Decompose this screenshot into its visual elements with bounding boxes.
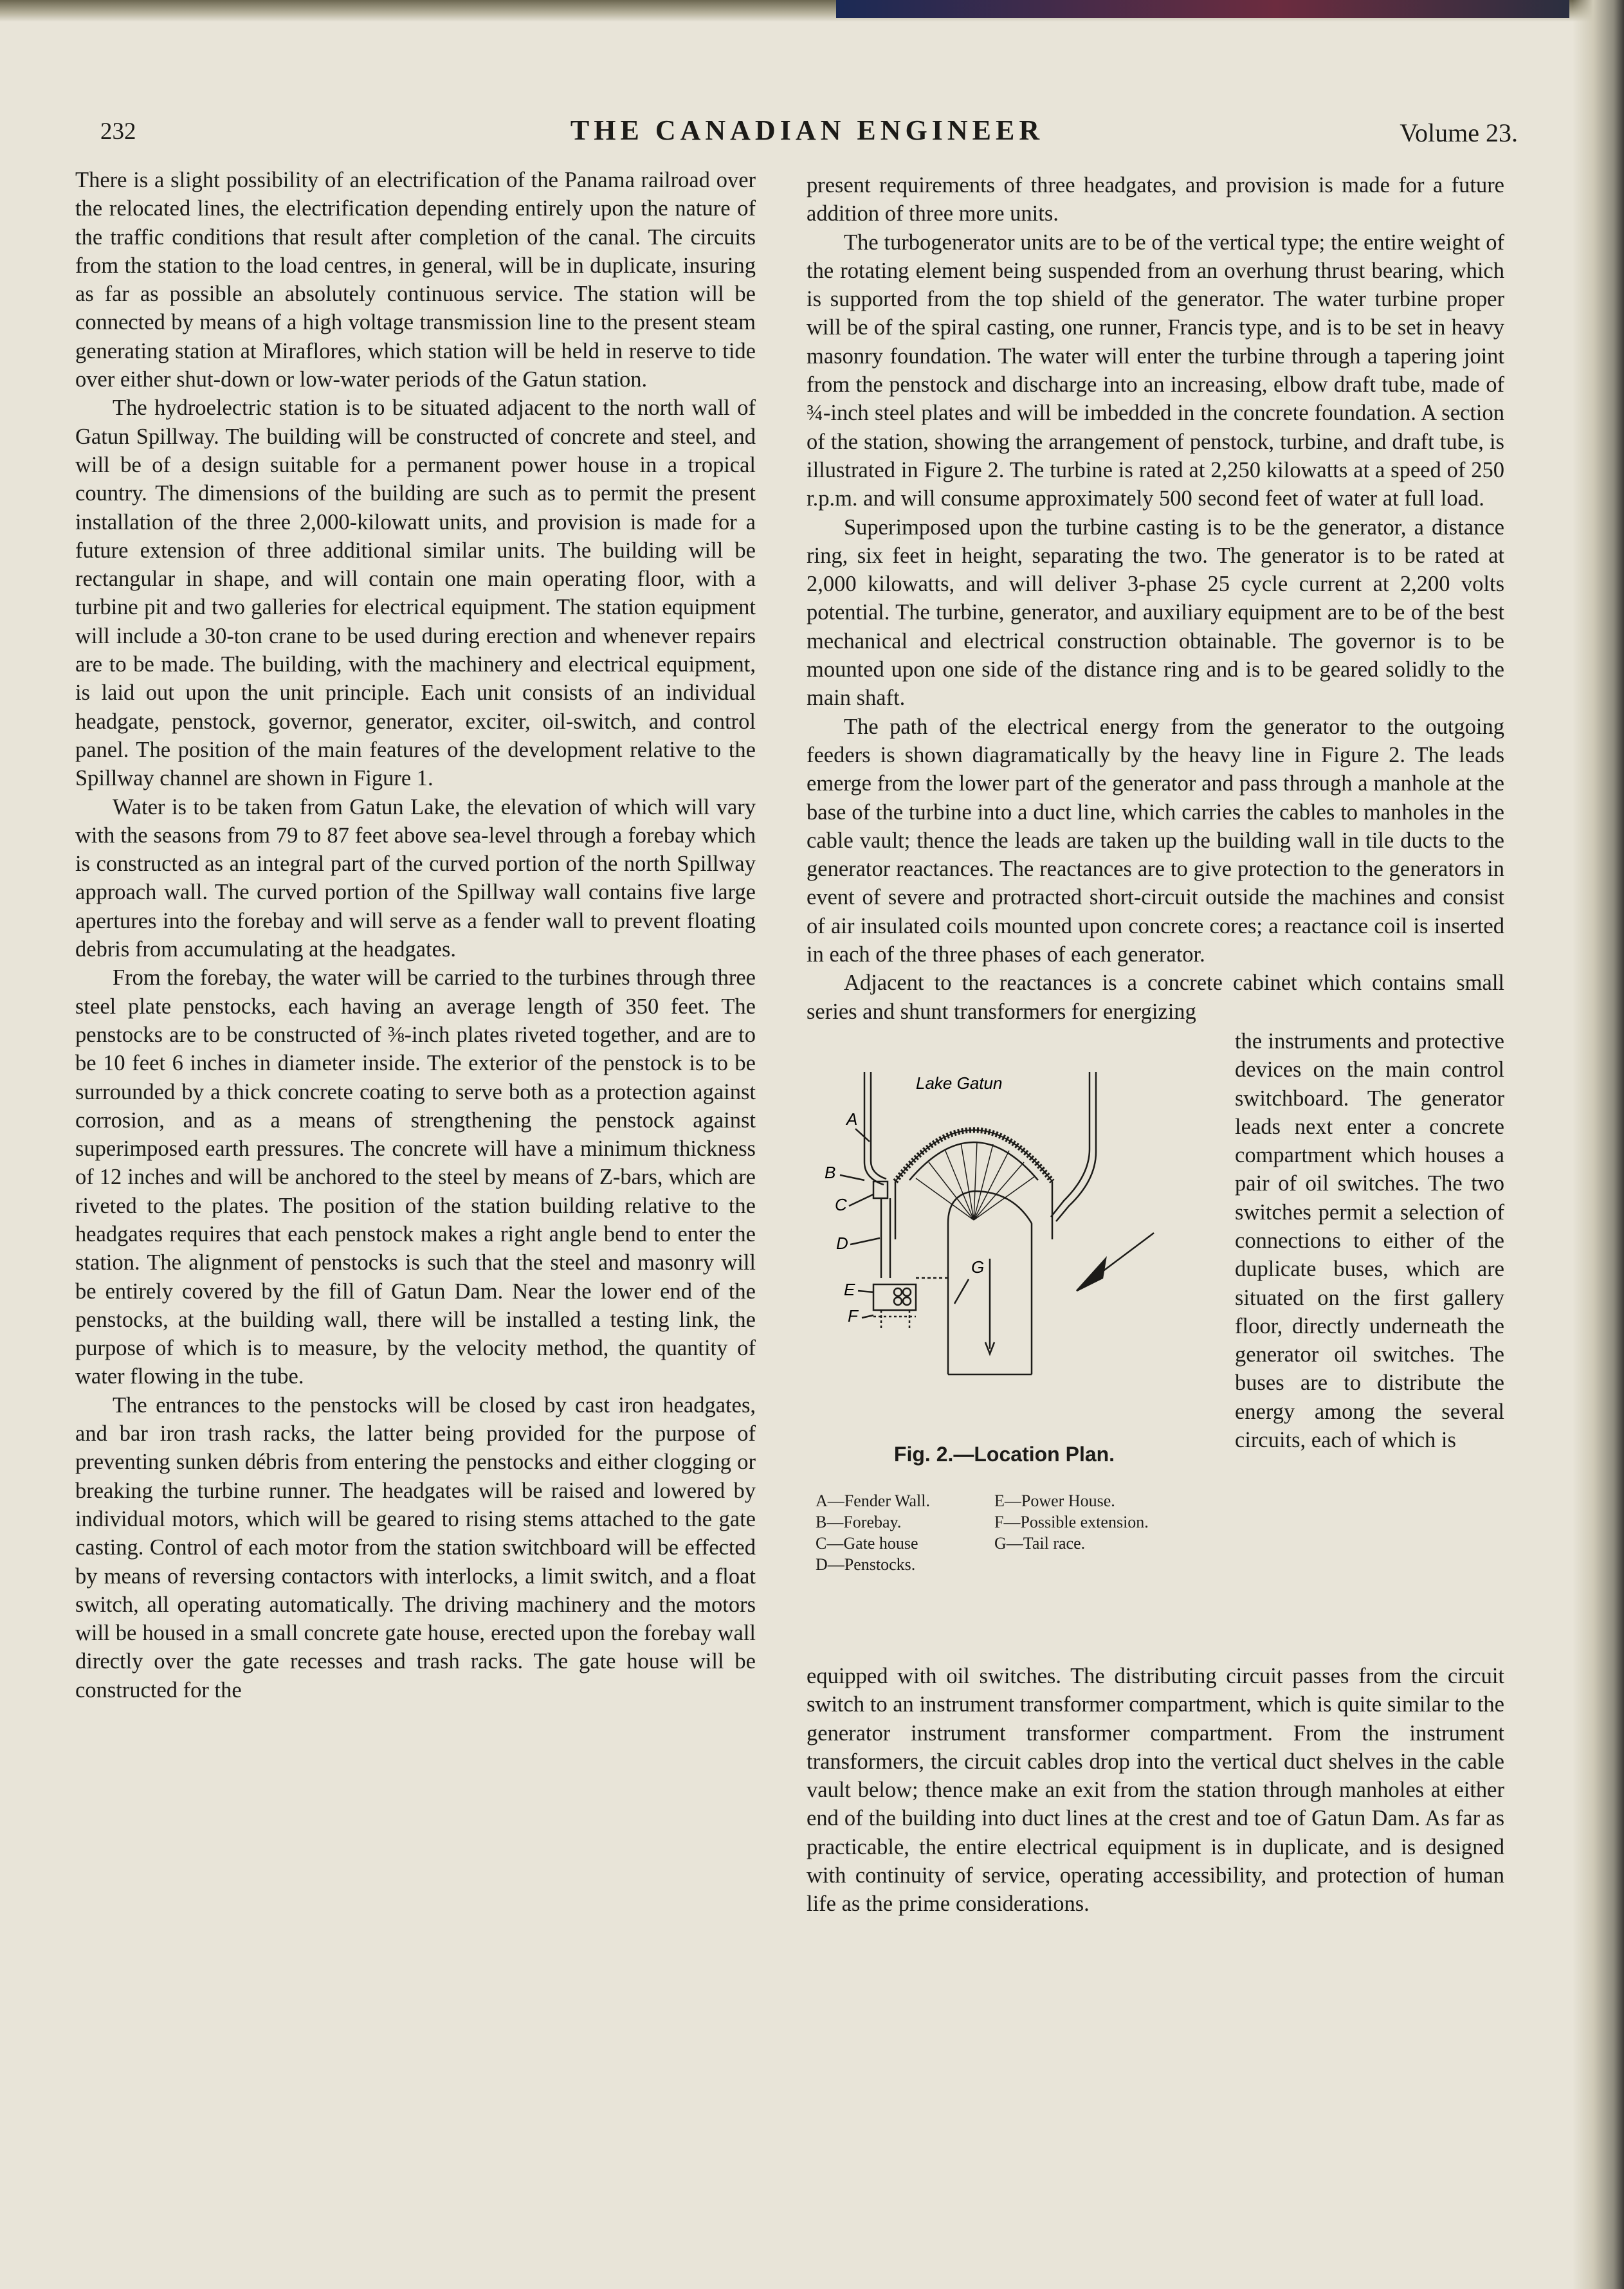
figure-label-f: F [848, 1306, 858, 1326]
figure-label-d: D [836, 1233, 848, 1253]
figure-label-b: B [825, 1162, 836, 1182]
figure-2 [807, 1028, 1202, 1662]
figure-label-g: G [971, 1257, 985, 1277]
paragraph: The path of the electrical energy from the generator to the outgoing feeders is shown diagramatically by the heavy line in Figure 2. The leads emerge from the lower part of the generator and pass through a manhole at the base of the turbine into a duct line, which carries the cables to manholes in the cable vault; thence the leads are taken up the building wall in tile ducts to the generator reactances. The reactances are to give protection to the generators in event of severe and protracted short-circuit outside the machines and consist of air insulated coils mounted upon concrete cores; a reactance coil is inserted in each of the three phases of each generator. [807, 714, 1504, 967]
figure-label-lake: Lake Gatun [916, 1073, 1003, 1093]
page-number: 232 [100, 118, 136, 145]
page-edge-right [1573, 0, 1624, 2289]
paragraph: The entrances to the penstocks will be closed by cast iron headgates, and bar iron trash racks, the latter being provided for the purpose of preventing sunken débris from entering the penstocks and either clogging or breaking the turbine runner. The headgates will be raised and lowered by individual motors, which will be geared to rising stems attached to the gate casting. Control of each motor from the station switchboard will be effected by means of reversing contactors with interlocks, a limit switch, and a float switch, all operating automatically. The driving machinery and the motors will be housed in a small concrete gate house, erected upon the forebay wall directly over the gate recesses and trash racks. The gate house will be constructed for the [75, 1392, 756, 1702]
figure-wrap-block [807, 1028, 1504, 1662]
paragraph: the instruments and protective devices on the main control switchboard. The generator leads next enter a concrete compartment which houses a pair of oil switches. The two switches permit a selection of connections to either of the duplicate buses, which are situated on the first gallery floor, directly underneath the generator oil switches. The buses are to distribute the energy among the several circuits, each of which is [1235, 1028, 1504, 1453]
page-header [96, 113, 1518, 158]
legend-item: C—Gate house [816, 1533, 918, 1553]
figure-legend-right [994, 1490, 1200, 1554]
paragraph: Water is to be taken from Gatun Lake, the elevation of which will vary with the seasons from 79 to 87 feet above sea-level through a forebay which is constructed as an integral part of the curved portion of the north Spillway approach wall. The curved portion of the Spillway wall contains five large apertures into the forebay and will serve as a fender wall to prevent floating debris from accumulating at the headgates. [75, 794, 756, 962]
paragraph: equipped with oil switches. The distributing circuit passes from the circuit switch to an instrument transformer compartment, which is quite similar to the generator instrument transformer compartment. From the instrument transformers, the circuit cables drop into the vertical duct shelves in the cable vault below; thence make an exit from the station through manholes at either end of the building into duct lines at the crest and toe of Gatun Dam. As far as practicable, the entire electrical equipment is in duplicate, and is designed with continuity of service, operating accessibility, and protection of human life as the prime considerations. [807, 1663, 1504, 1917]
paragraph: present requirements of three headgates, and provision is made for a future addition of three more units. [807, 173, 1504, 226]
legend-item: D—Penstocks. [816, 1555, 916, 1574]
location-plan-drawing [819, 1066, 1180, 1387]
paragraph: The turbogenerator units are to be of the vertical type; the entire weight of the rotating element being suspended from an overhung thrust bearing, which is supported from the top shield of the generator. The water turbine proper will be of the spiral casting, one runner, Francis type, and is to be set in heavy masonry foundation. The water will enter the turbine through a tapering joint from the penstock and discharge into an increasing, elbow draft tube, made of ¾-inch steel plates and will be imbedded in the concrete foundation. A section of the station, showing the arrangement of penstock, turbine, and draft tube, is illustrated in Figure 2. The turbine is rated at 2,250 kilowatts at a speed of 250 r.p.m. and will consume approximately 500 second feet of water at full load. [807, 230, 1504, 511]
binding-strip [836, 0, 1569, 18]
paragraph: Adjacent to the reactances is a concrete cabinet which contains small series and shunt transformers for energizing [807, 971, 1504, 1024]
figure-legend-left [816, 1490, 1002, 1575]
left-column [75, 166, 756, 1704]
figure-caption: Fig. 2.—Location Plan. [893, 1442, 1115, 1466]
paragraph: From the forebay, the water will be carried to the turbines through three steel plate penstocks, each having an average length of 350 feet. The penstocks are to be constructed of ⅜-inch plates riveted together, and are to be 10 feet 6 inches in diameter inside. The exterior of the penstock is to be surrounded by a thick concrete coating to serve both as a protection against corrosion, and as a means of strengthening the penstock against superimposed earth pressures. The concrete will have a minimum thickness of 12 inches and will be anchored to the steel by means of Z-bars, which are riveted to the plates. The position of the station building relative to the headgates requires that each penstock makes a right angle bend to enter the station. The alignment of penstocks is such that the steel and masonry will be entirely covered by the fill of Gatun Dam. Near the lower end of the penstocks, at the building wall, there will be installed a testing link, the purpose of which is to measure, by the velocity method, the quantity of water flowing in the tube. [75, 965, 756, 1389]
paragraph: The hydroelectric station is to be situated adjacent to the north wall of Gatun Spillway. The building will be constructed of concrete and steel, and will be of a design suitable for a permanent power house in a tropical country. The dimensions of the building are such as to permit the present installation of the three 2,000-kilowatt units, and provision is made for a future extension of three additional similar units. The building will be rectangular in shape, and will contain one main operating floor, with a turbine pit and two galleries for electrical equipment. The station equipment will include a 30-ton crane to be used during erection and whenever repairs are to be made. The building, with the machinery and electrical equipment, is laid out upon the unit principle. Each unit consists of an individual headgate, penstock, governor, generator, exciter, oil-switch, and control panel. The position of the main features of the development relative to the Spillway channel are shown in Figure 1. [75, 396, 756, 791]
figure-label-c: C [835, 1194, 847, 1214]
legend-item: E—Power House. [994, 1491, 1115, 1510]
paragraph: There is a slight possibility of an electrification of the Panama railroad over the relocated lines, the electrification depending entirely upon the nature of the traffic conditions that result after completion of the canal. The circuits from the station to the load centres, in general, will be in duplicate, insuring as far as possible an absolutely continuous service. The station will be connected by means of a high voltage transmission line to the present steam generating station at Miraflores, which station will be held in reserve to tide over either shut-down or low-water periods of the Gatun station. [75, 168, 756, 392]
figure-label-e: E [844, 1279, 855, 1299]
legend-item: A—Fender Wall. [816, 1491, 930, 1510]
legend-item: B—Forebay. [816, 1512, 902, 1531]
figure-side-text [1235, 1027, 1504, 1454]
legend-item: G—Tail race. [994, 1533, 1086, 1553]
journal-title: THE CANADIAN ENGINEER [570, 114, 1045, 146]
paragraph: Superimposed upon the turbine casting is to be the generator, a distance ring, six feet in height, separating the two. The generator is to be rated at 2,000 kilowatts, and will deliver 3-phase 25 cycle current at 2,200 volts potential. The turbine, generator, and auxiliary equipment are to be of the best mechanical and electrical construction obtainable. The governor is to be mounted upon one side of the distance ring and is to be geared solidly to the main shaft. [807, 515, 1504, 711]
right-column [807, 171, 1504, 1919]
legend-item: F—Possible extension. [994, 1512, 1149, 1531]
volume-label: Volume 23. [1400, 118, 1518, 147]
figure-label-a: A [846, 1109, 858, 1129]
